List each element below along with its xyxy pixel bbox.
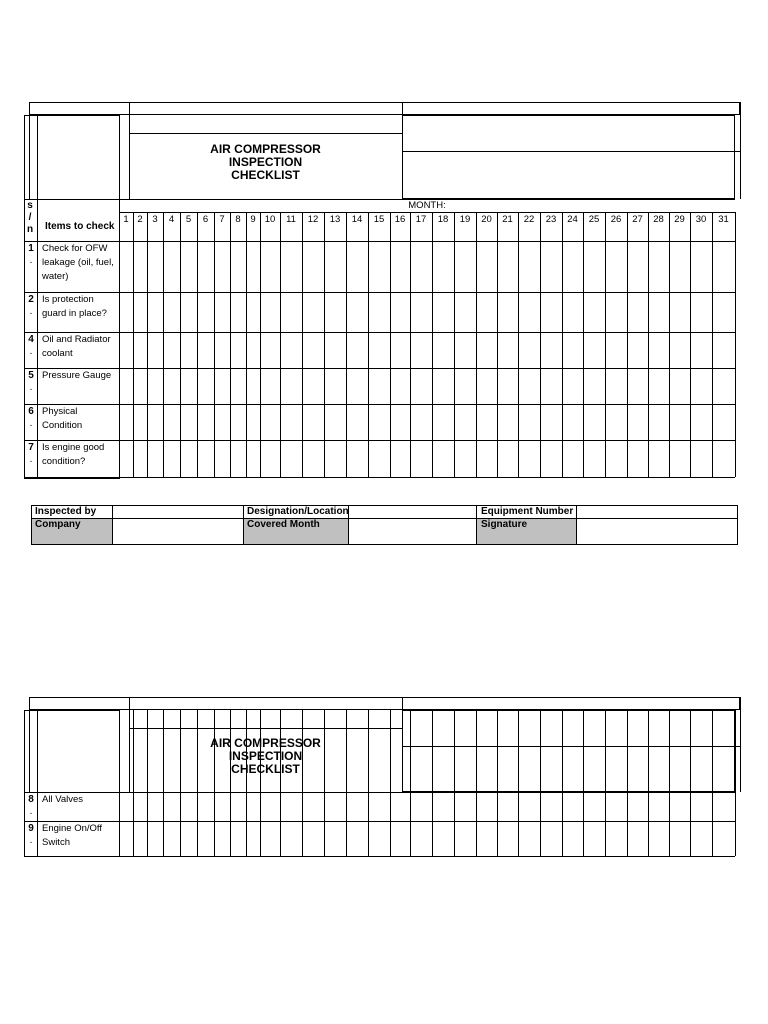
item-label: Is engine good condition? <box>42 442 105 467</box>
divider <box>740 102 741 199</box>
day-number: 23 <box>545 214 557 225</box>
day-number: 12 <box>307 214 319 225</box>
day-column-line <box>712 212 713 477</box>
day-number: 30 <box>695 214 707 225</box>
day-column-line <box>119 212 120 477</box>
day-column-line <box>476 710 477 856</box>
header-top-bar <box>29 102 740 115</box>
row-number-dot: . <box>29 346 33 357</box>
row-number-dot: . <box>29 255 33 266</box>
month-label: MONTH: <box>408 200 446 211</box>
day-column-line <box>180 710 181 856</box>
item-label: Engine On/Off Switch <box>42 823 103 848</box>
day-column-line <box>260 710 261 856</box>
equipment-number-label: Equipment Number <box>481 506 574 517</box>
day-column-line <box>230 710 231 856</box>
divider <box>476 505 477 545</box>
divider <box>29 710 30 792</box>
row-number: 2 <box>28 294 34 305</box>
row-line <box>24 241 735 242</box>
day-column-line <box>280 212 281 477</box>
day-column-line <box>540 710 541 856</box>
day-column-line <box>562 710 563 856</box>
row-number: 5 <box>28 370 34 381</box>
day-number: 6 <box>202 214 209 225</box>
day-number: 31 <box>718 214 729 225</box>
day-number: 29 <box>674 214 685 225</box>
row-line <box>24 332 735 333</box>
title-line-2: INSPECTION <box>228 749 303 763</box>
row-number: 9 <box>28 823 34 834</box>
day-number: 24 <box>567 214 578 225</box>
day-column-line <box>410 710 411 856</box>
signature-table <box>31 505 738 545</box>
item-label: Oil and Radiator coolant <box>42 334 111 359</box>
designation-label: Designation/Location <box>247 506 349 517</box>
day-column-line <box>346 212 347 477</box>
day-column-line <box>605 212 606 477</box>
divider <box>402 151 740 152</box>
title-line-1: AIR COMPRESSOR <box>210 142 321 156</box>
company-label: Company <box>35 519 81 530</box>
divider <box>31 518 738 519</box>
day-column-line <box>497 212 498 477</box>
day-column-line <box>583 710 584 856</box>
header-right-frame <box>402 115 735 199</box>
covered-month-label: Covered Month <box>247 519 320 530</box>
day-number: 26 <box>610 214 622 225</box>
day-column-line <box>346 710 347 856</box>
day-number: 16 <box>394 214 406 225</box>
day-column-line <box>540 212 541 477</box>
title-line-3: CHECKLIST <box>231 168 300 182</box>
day-number: 8 <box>235 214 241 225</box>
signature-label: Signature <box>481 519 528 530</box>
day-column-line <box>669 710 670 856</box>
row-line <box>24 440 735 441</box>
day-column-line <box>712 710 713 856</box>
title-line-3: CHECKLIST <box>231 762 300 776</box>
divider <box>129 728 402 729</box>
row-line <box>24 792 735 793</box>
day-column-line <box>214 710 215 856</box>
day-number: 21 <box>502 214 513 225</box>
day-column-line <box>324 710 325 856</box>
row-number-dot: . <box>29 806 33 817</box>
divider <box>119 212 735 213</box>
header-top-bar <box>29 697 740 710</box>
day-column-line <box>690 212 691 477</box>
row-number: 1 <box>28 243 34 254</box>
day-column-line <box>605 710 606 856</box>
day-column-line <box>432 710 433 856</box>
row-line <box>24 856 735 857</box>
day-number: 9 <box>250 214 256 225</box>
divider <box>37 710 38 792</box>
day-column-line <box>163 212 164 477</box>
divider <box>576 505 577 545</box>
row-number-dot: . <box>29 835 33 846</box>
day-number: 14 <box>351 214 363 225</box>
day-column-line <box>368 212 369 477</box>
day-column-line <box>214 212 215 477</box>
sn-header: s / n <box>26 200 34 235</box>
row-number: 6 <box>28 406 34 417</box>
divider <box>112 505 113 545</box>
day-column-line <box>390 710 391 856</box>
day-column-line <box>197 710 198 856</box>
day-number: 27 <box>632 214 643 225</box>
day-column-line <box>302 212 303 477</box>
sheet-title <box>129 737 402 776</box>
row-line <box>24 821 735 822</box>
day-column-line <box>302 710 303 856</box>
day-column-line <box>562 212 563 477</box>
row-number-dot: . <box>29 382 33 393</box>
divider <box>243 505 244 545</box>
day-column-line <box>735 212 736 477</box>
divider <box>24 199 735 200</box>
day-number: 13 <box>329 214 341 225</box>
day-column-line <box>476 212 477 477</box>
day-column-line <box>280 710 281 856</box>
row-line <box>24 404 735 405</box>
day-number: 2 <box>137 214 143 225</box>
row-number: 8 <box>28 794 34 805</box>
item-label: Physical Condition <box>42 406 83 431</box>
day-column-line <box>147 710 148 856</box>
day-column-line <box>454 710 455 856</box>
day-number: 3 <box>152 214 158 225</box>
day-number: 10 <box>264 214 276 225</box>
item-label: Check for OFW leakage (oil, fuel, water) <box>42 243 114 282</box>
day-column-line <box>197 212 198 477</box>
title-line-1: AIR COMPRESSOR <box>210 736 321 750</box>
day-column-line <box>163 710 164 856</box>
day-column-line <box>324 212 325 477</box>
day-column-line <box>518 212 519 477</box>
day-number: 1 <box>123 214 129 225</box>
item-label: Pressure Gauge <box>42 370 112 381</box>
day-column-line <box>583 212 584 477</box>
day-column-line <box>390 212 391 477</box>
day-number: 22 <box>523 214 535 225</box>
sheet-title <box>129 143 402 182</box>
row-number: 7 <box>28 442 34 453</box>
item-label: All Valves <box>42 794 84 805</box>
day-number: 25 <box>588 214 600 225</box>
divider <box>29 115 30 199</box>
sn-column-line <box>37 792 38 856</box>
day-number: 17 <box>415 214 427 225</box>
day-number: 5 <box>185 214 192 225</box>
day-number: 28 <box>653 214 664 225</box>
row-line <box>24 477 735 478</box>
row-number: 4 <box>28 334 34 345</box>
day-column-line <box>627 212 628 477</box>
day-column-line <box>368 710 369 856</box>
header-right-frame <box>402 710 735 792</box>
sn-column-line <box>37 199 38 477</box>
day-number: 4 <box>168 214 175 225</box>
day-column-line <box>410 212 411 477</box>
divider <box>37 115 38 199</box>
day-column-line <box>648 710 649 856</box>
day-column-line <box>690 710 691 856</box>
items-header: Items to check <box>45 221 115 232</box>
divider <box>740 697 741 792</box>
day-column-line <box>432 212 433 477</box>
day-column-line <box>648 212 649 477</box>
row-line <box>24 368 735 369</box>
day-column-line <box>147 212 148 477</box>
row-number-dot: . <box>29 306 33 317</box>
row-line <box>24 292 735 293</box>
item-label: Is protection guard in place? <box>42 294 107 319</box>
day-column-line <box>518 710 519 856</box>
day-number: 11 <box>286 214 296 225</box>
day-column-line <box>454 212 455 477</box>
row-number-dot: . <box>29 418 33 429</box>
day-column-line <box>260 212 261 477</box>
day-number: 15 <box>373 214 385 225</box>
day-column-line <box>133 710 134 856</box>
title-line-2: INSPECTION <box>228 155 303 169</box>
day-column-line <box>230 212 231 477</box>
day-number: 20 <box>481 214 492 225</box>
day-column-line <box>669 212 670 477</box>
day-number: 19 <box>459 214 471 225</box>
day-column-line <box>180 212 181 477</box>
inspected-by-label: Inspected by <box>35 506 97 517</box>
day-column-line <box>119 710 120 856</box>
divider <box>129 133 402 134</box>
day-column-line <box>627 710 628 856</box>
day-number: 18 <box>437 214 449 225</box>
day-column-line <box>246 710 247 856</box>
day-column-line <box>497 710 498 856</box>
row-number-dot: . <box>29 454 33 465</box>
day-column-line <box>735 710 736 856</box>
day-number: 7 <box>219 214 225 225</box>
day-column-line <box>133 212 134 477</box>
day-column-line <box>246 212 247 477</box>
